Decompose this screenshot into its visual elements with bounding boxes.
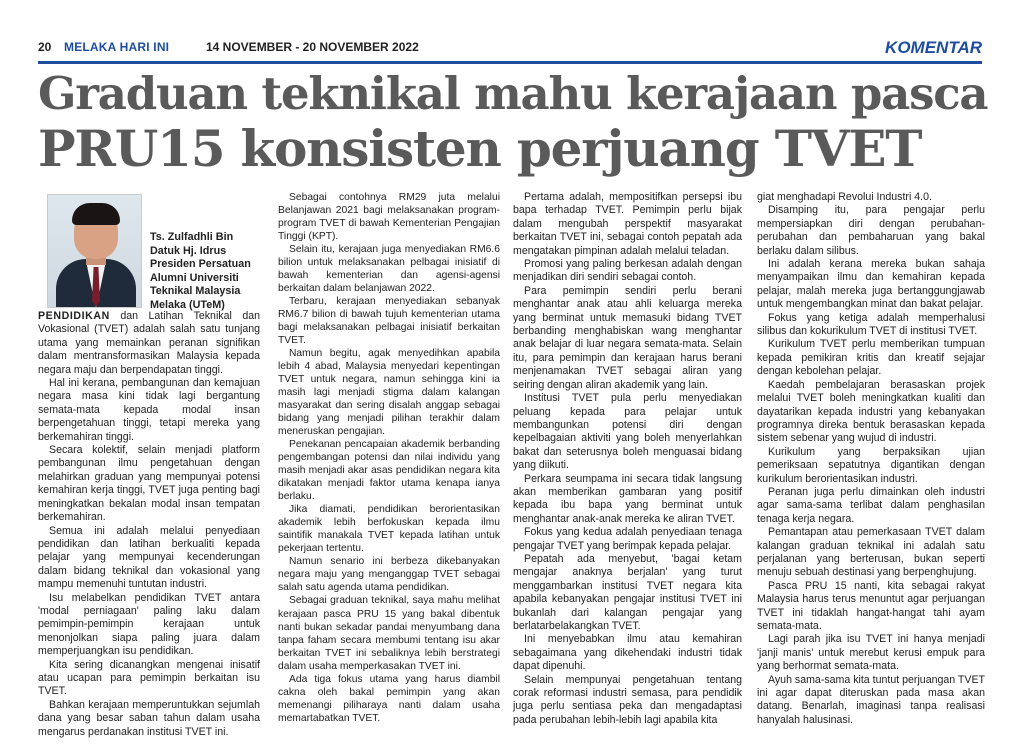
page-number: 20 (38, 40, 52, 54)
paragraph: Pertama adalah, mempositifkan persepsi ibu bapa terhadap TVET. Pemimpin perlu bijak dalam mengubah perspektif masyarakat berkaitan TVET ini, sebagai contoh pepatah ada mengatakan pimpinan adalah melalui teladan. (513, 191, 742, 257)
paragraph: Ada tiga fokus utama yang harus diambil cakna oleh bakal pemimpin yang akan memenangi piliharaya nanti dalam usaha memartabatkan TVET. (278, 673, 500, 724)
paragraph: Promosi yang paling berkesan adalah dengan menjadikan diri sendiri sebagai contoh. (513, 258, 742, 284)
paragraph: Peranan juga perlu dimainkan oleh industri agar sama-sama terlibat dalam penghasilan tenaga kerja negara. (757, 485, 985, 525)
headline (38, 66, 988, 176)
author-title-line-4: Melaka (UTeM) (150, 298, 225, 311)
paragraph: Namun begitu, agak menyedihkan apabila lebih 4 abad, Malaysia menyedari kepentingan TVET untuk negara, namun sehingga kini ia masih lagi menjadi stigma dalam kalangan masyarakat dan sering disalah anggap sebagai bidang yang menjadi pilihan terakhir dalam meneruskan pengajian. (278, 348, 500, 438)
article-column-4 (757, 191, 985, 727)
headline-line-2: PRU15 konsisten perjuang TVET (38, 119, 922, 178)
paragraph: Selain itu, kerajaan juga menyediakan RM6.6 bilion untuk melaksanakan pelbagai inisiatif di bawah kementerian dan agensi-agensi berkaitan dalam belanjawan 2022. (278, 244, 500, 295)
paragraph: Hal ini kerana, pembangunan dan kemajuan negara masa kini tidak lagi bergantung semata-mata kepada modal insan berpengetahuan tinggi, tetapi mereka yang berkemahiran tinggi. (38, 377, 260, 443)
author-title-line-2: Alumni Universiti (150, 271, 239, 284)
paragraph: Semua ini adalah melalui penyediaan pendidikan dan latihan berkualiti kepada pelajar yang mempunyai kecenderungan dalam bidang teknikal dan vokasional yang mampu memenuhi tuntutan industri. (38, 524, 260, 591)
page-header (38, 38, 982, 60)
paragraph: Penekanan pencapaian akademik berbanding pengembangan potensi dan nilai individu yang masih menjadi akar asas pendidikan negara kita dikatakan menjadi faktor utama kenapa ianya berlaku. (278, 439, 500, 503)
article-column-2 (278, 191, 500, 725)
paragraph: Sebagai graduan teknikal, saya mahu melihat kerajaan pasca PRU 15 yang bakal dibentuk nanti bukan sekadar pandai menyumbang dana tanpa faham secara membumi tentang isu akar berkaitan TVET ini sebaliknya lebih berstrategi dalam usaha memperkasakan TVET ini. (278, 595, 500, 672)
headline-line-1: Graduan teknikal mahu kerajaan pasca (38, 67, 988, 120)
paragraph: Perkara seumpama ini secara tidak langsung akan memberikan gambaran yang positif kepada ibu bapa yang berminat untuk menghantar anak-anak mereka ke aliran TVET. (513, 472, 742, 525)
author-name-line-2: Datuk Hj. Idrus (150, 244, 227, 257)
paragraph: Isu melabelkan pendidikan TVET antara 'modal perniagaan' paling laku dalam pemimpin-pemimpin kerajaan untuk menonjolkan siapa paling juara dalam memperjuangkan isu pendidikan. (38, 591, 260, 658)
paragraph: Disamping itu, para pengajar perlu mempersiapkan diri dengan perubahan-perubahan dan pembaharuan yang bakal berlaku dalam silibus. (757, 204, 985, 257)
paragraph: Pepatah ada menyebut, 'bagai ketam mengajar anaknya berjalan' yang turut menggambarkan institusi TVET negara kita apabila kebanyakan pengajar institusi TVET ini bukanlah dari kalangan pengajar yang berlatarbelakangkan TVET. (513, 552, 742, 632)
paragraph-continued: giat menghadapi Revolui Industri 4.0. (757, 191, 932, 203)
publication-name: MELAKA HARI INI (64, 40, 170, 54)
paragraph: Pemantapan atau pemerkasaan TVET dalam kalangan graduan teknikal ini adalah satu perjalanan yang berterusan, bukan seperti menuju sebuah destinasi yang berpenghujung. (757, 526, 985, 579)
issue-date: 14 NOVEMBER - 20 NOVEMBER 2022 (206, 40, 419, 54)
paragraph: Kurikulum yang berpaksikan ujian pemeriksaan sepatutnya digantikan dengan kurikulum berorientasikan industri. (757, 445, 985, 485)
paragraph: Kaedah pembelajaran berasaskan projek melalui TVET boleh meningkatkan kualiti dan dayatarikan kepada industri yang kebanyakan programnya direka bentuk berasaskan kepada sistem sebenar yang wujud di industri. (757, 378, 985, 445)
paragraph: Selain mempunyai pengetahuan tentang corak reformasi industri semasa, para pendidik juga perlu sentiasa peka dan mengadaptasi pada perubahan lebih-lebih lagi apabila kita (513, 673, 742, 726)
section-label: KOMENTAR (885, 38, 982, 57)
author-title-line-1: Presiden Persatuan (150, 258, 251, 270)
paragraph: Lagi parah jika isu TVET ini hanya menjadi 'janji manis' untuk merebut kerusi empuk para yang berhormat semata-mata. (757, 633, 985, 673)
author-name-line-1: Ts. Zulfadhli Bin (150, 231, 234, 243)
paragraph: Jika diamati, pendidikan berorientasikan akademik lebih berfokuskan kepada ilmu saintifik manakala TVET kepada latihan untuk pekerjaan tertentu. (278, 504, 500, 555)
paragraph: Institusi TVET pula perlu menyediakan peluang kepada para pelajar untuk membangunkan potensi diri dengan kepelbagaian aktiviti yang boleh menyerlahkan bakat dan seterusnya boleh menguasai bidang yang diikuti. (513, 392, 742, 472)
paragraph: Secara kolektif, selain menjadi platform pembangunan ilmu pengetahuan dengan melahirkan graduan yang mempunyai potensi kemahiran kerja tinggi, TVET juga penting bagi meningkatkan bekalan modal insan tempatan berkemahiran. (38, 444, 260, 524)
paragraph (38, 310, 260, 377)
paragraph: Sebagai contohnya RM29 juta melalui Belanjawan 2021 bagi melaksanakan program-program TVET di bawah Kementerian Pengajian Tinggi (KPT). (278, 192, 500, 243)
author-byline (150, 231, 262, 312)
paragraph: Fokus yang ketiga adalah memperhalusi silibus dan kokurikulum TVET di institusi TVET. (757, 311, 985, 338)
paragraph: Namun senario ini berbeza dikebanyakan negara maju yang menganggap TVET sebagai salah satu agenda utama pendidikan. (278, 556, 500, 594)
header-rule (38, 61, 982, 64)
article-column-3 (513, 191, 742, 727)
paragraph-text: dan Latihan Teknikal dan Vokasional (TVET) adalah salah satu tunjang utama yang memainkan peranan signifikan dalam mentransformasikan Malaysia kepada negara maju dan berpendapatan tinggi. (38, 310, 260, 376)
author-photo (47, 194, 142, 308)
paragraph: Ini adalah kerana mereka bukan sahaja menyampaikan ilmu dan kemahiran kepada pelajar, malah mereka juga bertanggungjawab untuk mengembangkan minat dan bakat pelajar. (757, 258, 985, 311)
paragraph: Fokus yang kedua adalah penyediaan tenaga pengajar TVET yang berimpak kepada pelajar. (513, 526, 742, 552)
paragraph: Terbaru, kerajaan menyediakan sebanyak RM6.7 bilion di bawah tujuh kementerian utama bagi melaksanakan pelbagai inisiatif berkaitan TVET. (278, 296, 500, 347)
article-column-1 (38, 310, 260, 739)
paragraph: Pasca PRU 15 nanti, kita sebagai rakyat Malaysia harus terus menuntut agar perjuangan TVET ini tidaklah hangat-hangat tahi ayam semata-mata. (757, 579, 985, 632)
lead-word: PENDIDIKAN (38, 310, 110, 322)
paragraph: Kita sering dicanangkan mengenai inisatif atau ucapan para pemimpin berkaitan isu TVET. (38, 658, 260, 698)
paragraph: Para pemimpin sendiri perlu berani menghantar anak atau ahli keluarga mereka yang berminat untuk memasuki bidang TVET berbanding menghabiskan wang menghantar anak belajar di luar negara semata-mata. Selain itu, para pemimpin dan kerajaan harus berani menjenamakan TVET sebagai aliran yang seiring dengan aliran akademik yang lain. (513, 284, 742, 391)
author-title-line-3: Teknikal Malaysia (150, 285, 241, 297)
paragraph: Ayuh sama-sama kita tuntut perjuangan TVET ini agar dapat diteruskan pada masa akan datang. Benarlah, imaginasi tanpa realisasi hanyalah halusinasi. (757, 673, 985, 726)
paragraph: Ini menyebabkan ilmu atau kemahiran sebagaimana yang dikehendaki industri tidak dapat dipenuhi. (513, 633, 742, 673)
paragraph: Bahkan kerajaan memperuntukkan sejumlah dana yang besar saban tahun dalam usaha mengarus perdanakan institusi TVET ini. (38, 698, 260, 738)
paragraph: Kurikulum TVET perlu memberikan tumpuan kepada pemikiran kritis dan kreatif sejajar dengan kebolehan pelajar. (757, 338, 985, 378)
